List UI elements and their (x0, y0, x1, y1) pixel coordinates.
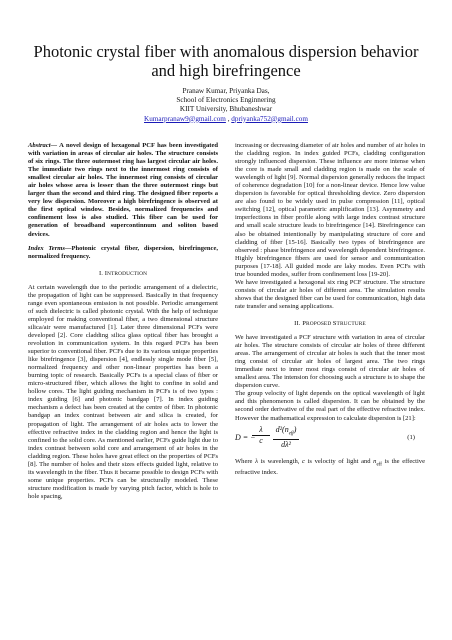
where-lambda: λ (255, 457, 258, 465)
abstract (28, 142, 218, 239)
section-rest: ROPOSED (306, 320, 333, 327)
section-first-letter: I (104, 269, 108, 277)
fraction-2-numerator-subscript: eff (288, 431, 294, 437)
where-text-a: Where (235, 457, 256, 465)
introduction-paragraph: At certain wavelength due to the periodic arrangement of a dielectric, the propagation of light can be suppressed. Basically in that frequency range even spontaneous emission is not possible. Periodic arrangement of such dielectric is called photonic crystal. With the help of technique employed for making conventional fiber, a two dimensional structure silica/air were manufactured [1]. Later three dimensional PCFs were developed [2]. Core cladding silica glass optical fiber has brought a revolution in communication system. In this regard PCFs has been superior to conventional fiber. PCFs due to its various unique properties like birefringence [3], dispersion [4], endlessly single mode fiber [5], normalized frequency and other non-linear properties has been a burning topic of research. Basically PCFs is a special class of fiber or micro-structured fiber, which allows the light to confine in solid and hollow cores. The light guiding mechanism in PCFs is of two types : index guiding [6] and photonic bandgap [7]. In index guiding mechanism a defect has been created at the centre of fiber. In photonic bandgap an index contrast between air and silica is created, for propagation of light. The arrangement of air holes acts to lower the effective refractive index in the cladding region and hence the light is confined to the solid core. As mentioned earlier, PCFs guide light due to index contrast between solid core and arrangement of air holes in the cladding region. These holes have great effect on the properties of PCFs [8]. The number of holes and their sizes effects guided light, relative to its wavelength in the fiber. Thus it became possible to design PCFs with some unique properties. PCFs can be structurally modeled. These structure modification is made by varying pitch factor, which is hole to hole spacing, (28, 283, 218, 500)
author-emails (20, 115, 432, 124)
fraction-1-numerator: λ (252, 426, 270, 436)
section-second-letter: S (332, 319, 337, 327)
author-school: School of Electronics Enginnering (176, 96, 276, 105)
fraction-2-numerator-text: d²(n (275, 424, 289, 434)
fraction-2-numerator (273, 426, 299, 441)
left-column (28, 142, 218, 501)
section-rest: NTRODUCTION (107, 270, 148, 277)
abstract-lead: Abstract— (28, 142, 58, 149)
email-link-2[interactable]: dpriyanka752@gmail.com (231, 114, 308, 123)
index-terms (28, 245, 218, 261)
author-names: Pranaw Kumar, Priyanka Das, (182, 87, 270, 95)
fraction-1-denominator: c (259, 435, 263, 445)
section-numeral: I. (98, 269, 105, 277)
where-text-b: is wavelength, (257, 457, 303, 465)
dispersion-equation (235, 426, 425, 454)
author-university: KIIT University, Bhubaneshwar (179, 105, 273, 114)
where-n-subscript: eff (376, 461, 382, 467)
equation-lhs: D = − (235, 432, 256, 442)
fraction-2-numerator-close: ) (293, 424, 297, 434)
structure-paragraph: We have investigated a PCF structure with variation in area of circular air holes. The structure consists of circular air holes of three different areas. The arrangement of circular air holes is such that the inner most ring consist of circular air holes of largest area. The two rings immediate next to inner most rings consist of circular air holes of smallest area. The intension for choosing such a structure is to shape the dispersion curve. (235, 334, 425, 390)
equation-number: (1) (407, 433, 415, 441)
email-separator: , (225, 114, 232, 123)
where-text-c: is velocity of light and (304, 457, 374, 465)
section-numeral: II. (294, 319, 303, 327)
group-velocity-paragraph: The group velocity of light depends on the optical wavelength of light and this phenomenon is called dispersion. It can be obtained by the second order derivative of the real part of the effective refractive index. However the mathematical expression to calculate dispersion is [21]: (235, 390, 425, 422)
section-first-letter: P (302, 319, 307, 327)
abstract-text: A novel design of hexagonal PCF has been investigated with variation in areas of circular air holes. The structure consists of six rings. The three outermost ring has largest circular air holes. The immediate two rings next to the innermost ring consists of smallest circular air holes. The innermost ring consists of circular air holes whose area is lesser than the three outermost rings but larger than the second and third ring. The designed fiber reports a very low dispersion. Moreover a high birefringence is observed at the first optical window. Besides, normalized frequencies and confinement loss is also studied. This fiber can be used for generation of broadband supercontinnum and soliton based devices. (28, 142, 218, 238)
section-heading-introduction (28, 270, 218, 278)
paper-title: Photonic crystal fiber with anomalous dispersion behavior and high birefringence (33, 42, 419, 80)
introduction-continued: increasing or decreasing diameter of air holes and number of air holes in the cladding region. In index guided PCFs, cladding configuration strongly influenced dispersion. These influence are more intense when the core is made small and cladding region is made on the scale of wavelength of light [9]. Normal dispersion generally reduces the impact of coherence degradation [10] for a non-linear device. Hence low value dispersion is favorable for optical thresholding device. Zero dispersion are also found to be widely used in pulse compression [11], optical switching [12], optical parametric amplification [13]. Asymmetry and imperfections in fiber profile along with large index contrast structure and small scale structure leads to birefringence [14]. Birefringence can also be obtained intentionally by manipulating structure of core and cladding of fiber [15-16]. Basically two types of birefringence are observed : phase birefringence and wavelength dependent birefringence. Highly birefringence fibers are used for sensor and communication purposes [17-18]. All guided mode are laky modes. Even PCFs with true bounded modes, suffer from confinement loss [19-20]. (235, 142, 425, 278)
investigation-paragraph: We have investigated a hexagonal six ring PCF structure. The structure consists of circular air holes of different area. The simulation results shows that the designed fiber can be used for communication, high data rate transfer and sensing applications. (235, 278, 425, 310)
equation-fraction-2 (273, 426, 299, 450)
where-c: c (302, 457, 305, 465)
where-paragraph (235, 458, 425, 477)
email-link-1[interactable]: Kumarpranaw9@gmail.com (144, 114, 226, 123)
fraction-2-denominator: dλ² (281, 440, 291, 450)
index-terms-text: Photonic crystal fiber, dispersion, birefringence, normalized frequency. (28, 244, 218, 260)
equation-fraction-1 (252, 426, 270, 445)
where-n: n (373, 457, 377, 465)
section-heading-proposed-structure (235, 320, 425, 328)
section-rest-2: TRUCTURE (336, 320, 366, 327)
right-column (235, 142, 425, 477)
author-block (20, 87, 432, 124)
index-terms-lead: Index Terms— (28, 244, 72, 252)
where-text-d: is the effective refractive index. (235, 457, 425, 476)
